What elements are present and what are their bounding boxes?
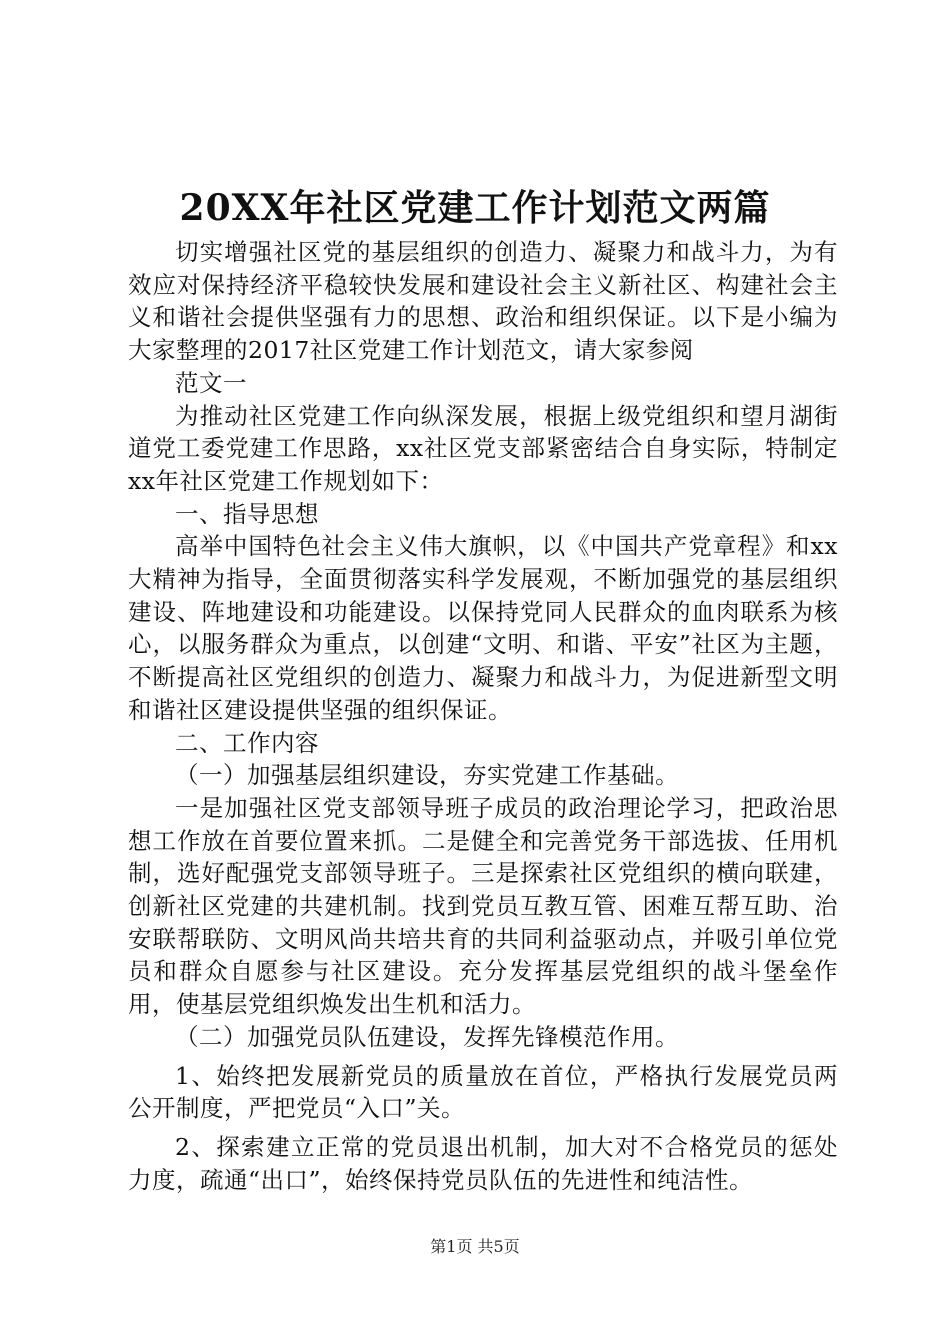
- subheading-member-building: （二）加强党员队伍建设，发挥先锋模范作用。: [175, 1022, 679, 1051]
- heading-guiding-ideology: 一、指导思想: [175, 499, 319, 528]
- paragraph-purpose: 为推动社区党建工作向纵深发展，根据上级党组织和望月湖街道党工委党建工作思路，xx社区党支部紧密结合自身实际，特制定xx年社区党建工作规划如下：: [128, 401, 838, 495]
- page-indicator: 第1页 共5页: [430, 1237, 520, 1256]
- list-item-member-quality: 1、始终把发展新党员的质量放在首位，严格执行发展党员两公开制度，严把党员“入口”关。: [128, 1061, 838, 1123]
- paragraph-organization-building: 一是加强社区党支部领导班子成员的政治理论学习，把政治思想工作放在首要位置来抓。二是健全和完善党务干部选拔、任用机制，选好配强党支部领导班子。三是探索社区党组织的横向联建，创新社区党建的共建机制。找到党员互教互管、困难互帮互助、治安联帮联防、文明风尚共培共育的共同利益驱动点，并吸引单位党员和群众自愿参与社区建设。充分发挥基层党组织的战斗堡垒作用，使基层党组织焕发出生机和活力。: [128, 793, 838, 1019]
- list-item-member-exit: 2、探索建立正常的党员退出机制，加大对不合格党员的惩处力度，疏通“出口”，始终保持党员队伍的先进性和纯洁性。: [128, 1132, 838, 1194]
- document-body: [128, 236, 838, 1196]
- document-title: 20XX年社区党建工作计划范文两篇: [179, 187, 771, 229]
- section-label-sample-one: 范文一: [175, 368, 247, 397]
- subheading-organization-building: （一）加强基层组织建设，夯实党建工作基础。: [175, 761, 679, 790]
- paragraph-guiding-ideology: 高举中国特色社会主义伟大旗帜，以《中国共产党章程》和xx大精神为指导，全面贯彻落实科学发展观，不断加强党的基层组织建设、阵地建设和功能建设。以保持党同人民群众的血肉联系为核心，以服务群众为重点，以创建“文明、和谐、平安”社区为主题，不断提高社区党组织的创造力、凝聚力和战斗力，为促进新型文明和谐社区建设提供坚强的组织保证。: [128, 532, 838, 724]
- intro-paragraph: 切实增强社区党的基层组织的创造力、凝聚力和战斗力，为有效应对保持经济平稳较快发展和建设社会主义新社区、构建社会主义和谐社会提供坚强有力的思想、政治和组织保证。以下是小编为大家整理的2017社区党建工作计划范文，请大家参阅: [128, 238, 838, 365]
- heading-work-content: 二、工作内容: [175, 728, 319, 757]
